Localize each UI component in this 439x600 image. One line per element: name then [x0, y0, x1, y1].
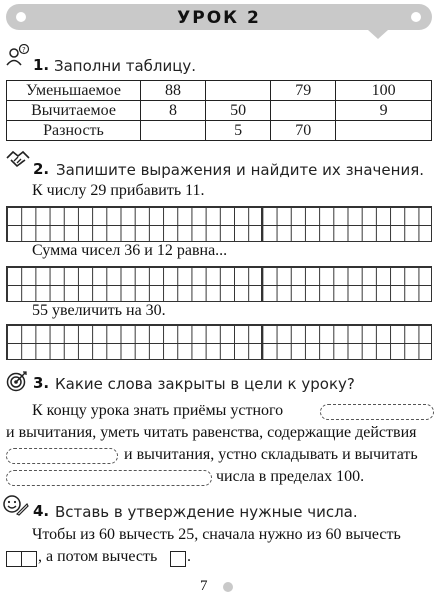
table-cell[interactable]: [271, 101, 336, 121]
answer-grid[interactable]: [6, 266, 432, 302]
row-label: Вычитаемое: [7, 101, 141, 121]
answer-grid[interactable]: [6, 206, 432, 242]
task3-line: и вычитания, устно складывать и вычитать: [124, 446, 418, 463]
answer-grid[interactable]: [6, 324, 432, 360]
task1-title: Заполни таблицу.: [54, 57, 197, 75]
handshake-icon: [5, 148, 31, 170]
subtraction-table: [6, 80, 432, 141]
task3-title: Какие слова закрыты в цели к уроку?: [55, 375, 355, 393]
table-cell[interactable]: 5: [206, 121, 271, 141]
task3-line: и вычитания, уметь читать равенства, содержащие действия: [6, 424, 417, 441]
table-cell[interactable]: [206, 81, 271, 101]
grid-divider: [261, 266, 263, 302]
row-label: Уменьшаемое: [7, 81, 141, 101]
task2-item: К числу 29 прибавить 11.: [32, 182, 205, 199]
table-cell[interactable]: 9: [336, 101, 432, 121]
row-label: Разность: [7, 121, 141, 141]
table-cell[interactable]: 100: [336, 81, 432, 101]
grid-divider: [261, 206, 263, 242]
grid-divider: [261, 324, 263, 360]
answer-box[interactable]: [6, 551, 22, 567]
table-cell[interactable]: 50: [206, 101, 271, 121]
table-cell[interactable]: 8: [141, 101, 206, 121]
table-row: [7, 81, 432, 101]
task2-item: 55 увеличить на 30.: [32, 302, 166, 319]
lesson-header-banner: [6, 4, 432, 30]
answer-box[interactable]: [21, 551, 37, 567]
page-number-dot: [223, 582, 233, 592]
table-cell[interactable]: [336, 121, 432, 141]
table-cell[interactable]: [141, 121, 206, 141]
task2-number: 2.: [33, 160, 50, 178]
lesson-title: УРОК 2: [177, 8, 261, 28]
person-thinking-icon: [6, 44, 30, 66]
task4-line: Чтобы из 60 вычесть 25, сначала нужно из 60 вычесть: [32, 526, 401, 543]
hidden-word-blank[interactable]: [320, 404, 434, 420]
task4-number: 4.: [33, 502, 50, 520]
table-cell[interactable]: 79: [271, 81, 336, 101]
task3-line: числа в пределах 100.: [216, 468, 365, 485]
smiley-pencil-icon: [3, 494, 29, 516]
task3-line: К концу урока знать приёмы устного: [32, 402, 284, 419]
task4-line: , а потом вычесть: [38, 548, 158, 565]
task3-number: 3.: [33, 374, 50, 392]
svg-text:?: ?: [22, 46, 26, 54]
table-cell[interactable]: 88: [141, 81, 206, 101]
task2-item: Сумма чисел 36 и 12 равна...: [32, 242, 228, 259]
task1-number: 1.: [33, 56, 50, 74]
answer-box[interactable]: [170, 551, 186, 567]
table-cell[interactable]: 70: [271, 121, 336, 141]
banner-right-dot: [411, 12, 421, 22]
table-row: [7, 121, 432, 141]
hidden-word-blank[interactable]: [6, 448, 118, 464]
task2-title: Запишите выражения и найдите их значения.: [56, 161, 424, 179]
task4-title: Вставь в утверждение нужные числа.: [55, 503, 358, 521]
banner-notch: [368, 30, 388, 39]
table-row: [7, 101, 432, 121]
hidden-word-blank[interactable]: [6, 470, 212, 486]
page-number: 7: [200, 578, 208, 594]
target-icon: [6, 370, 28, 392]
task4-line-end: .: [187, 548, 191, 565]
